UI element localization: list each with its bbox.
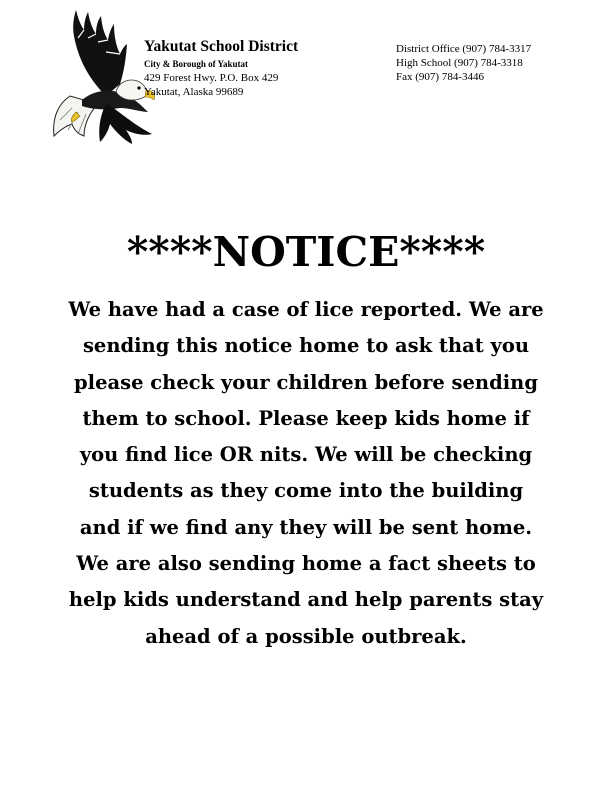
- notice-line: help kids understand and help parents stay: [68, 588, 544, 612]
- high-school-phone: High School (907) 784-3318: [396, 57, 523, 69]
- notice-line: sending this notice home to ask that you: [82, 334, 530, 358]
- notice-body: [60, 292, 552, 655]
- notice-title: ****NOTICE****: [126, 228, 486, 276]
- notice-line: them to school. Please keep kids home if: [82, 406, 530, 430]
- address-line-1: 429 Forest Hwy. P.O. Box 429: [144, 72, 279, 84]
- district-office-phone: District Office (907) 784-3317: [396, 43, 532, 55]
- notice-line: ahead of a possible outbreak.: [145, 624, 467, 648]
- letterhead-address-block: [144, 38, 298, 99]
- letterhead-contact-block: [396, 42, 531, 84]
- notice-line: students as they come into the building: [88, 479, 524, 503]
- address-line-2: Yakutat, Alaska 99689: [144, 86, 244, 98]
- notice-line: We are also sending home a fact sheets to: [76, 552, 536, 576]
- notice-line: and if we find any they will be sent home.: [79, 515, 533, 539]
- fax-number: Fax (907) 784-3446: [396, 71, 484, 83]
- notice-line: please check your children before sending: [74, 370, 538, 394]
- borough-name: City & Borough of Yakutat: [144, 59, 249, 69]
- notice-line: We have had a case of lice reported. We are: [68, 298, 544, 321]
- notice-line: you find lice OR nits. We will be checking: [79, 443, 533, 467]
- bald-eagle-logo-icon: [48, 8, 158, 144]
- district-name: Yakutat School District: [144, 38, 299, 55]
